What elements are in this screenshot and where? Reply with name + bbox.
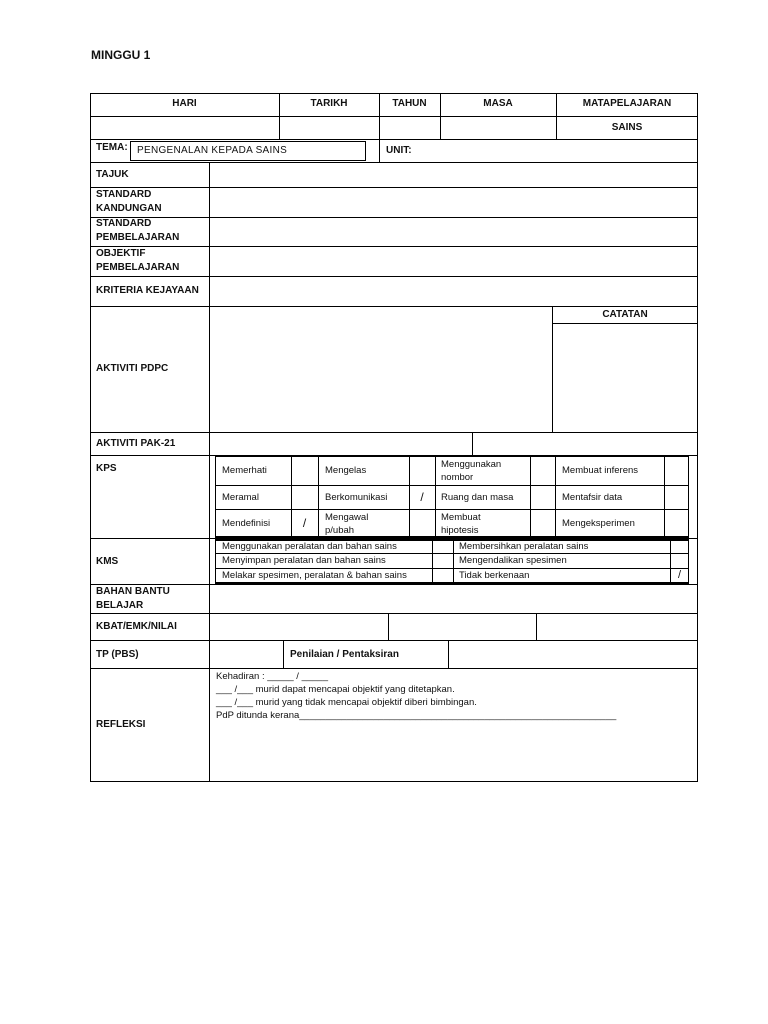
tema-field[interactable] (130, 141, 366, 161)
refleksi-line: Kehadiran : _____ / _____ (216, 671, 328, 682)
refleksi-line: ___ /___ murid yang tidak mencapai objektif diberi bimbingan. (216, 697, 477, 708)
kms-skill-label: Menyimpan peralatan dan bahan sains (222, 555, 386, 566)
tema-value: PENGENALAN KEPADA SAINS (137, 145, 288, 156)
kps-skill-label: Berkomunikasi (325, 491, 388, 503)
kps-checkbox[interactable]: / (302, 516, 307, 530)
kps-skill-label: Membuat hipotesis (441, 511, 481, 536)
kps-checkbox[interactable]: / (420, 490, 424, 504)
kms-skill-label: Melakar spesimen, peralatan & bahan sains (222, 570, 407, 581)
unit-label: UNIT: (386, 145, 412, 156)
kps-skill-label: Memerhati (222, 465, 267, 476)
kps-checkbox[interactable] (291, 456, 318, 485)
header-matapelajaran: MATAPELAJARAN (582, 98, 672, 109)
kms-skill-label: Menggunakan peralatan dan bahan sains (222, 541, 397, 552)
kps-checkbox[interactable] (664, 509, 689, 538)
objektif-label: OBJEKTIF PEMBELAJARAN (96, 248, 180, 273)
refleksi-label: REFLEKSI (96, 719, 146, 730)
kps-checkbox[interactable] (530, 509, 555, 538)
standard-pembelajaran-label: STANDARD PEMBELAJARAN (96, 218, 180, 243)
header-tahun: TAHUN (392, 98, 427, 109)
kps-skill-label: Mendefinisi (222, 518, 271, 529)
kps-skill-label: Mengelas (325, 465, 367, 476)
header-tarikh: TARIKH (310, 98, 348, 109)
header-hari: HARI (172, 98, 197, 109)
penilaian-label: Penilaian / Pentaksiran (290, 649, 399, 660)
aktiviti-pak21-label: AKTIVITI PAK-21 (96, 438, 176, 449)
kps-checkbox[interactable] (530, 485, 555, 509)
catatan-label: CATATAN (602, 309, 648, 320)
kps-skill-label: Ruang dan masa (441, 491, 514, 503)
kps-checkbox[interactable] (664, 485, 689, 509)
tajuk-label: TAJUK (96, 169, 129, 180)
subject-value: SAINS (611, 122, 643, 133)
kps-skill-label: Mengawal p/ubah (325, 511, 369, 536)
kbat-label: KBAT/EMK/NILAI (96, 621, 177, 632)
kps-skill-label: Membuat inferens (562, 465, 639, 476)
kps-checkbox[interactable] (530, 456, 555, 485)
kriteria-label: KRITERIA KEJAYAAN (96, 285, 199, 296)
kms-skill-label: Tidak berkenaan (459, 570, 530, 581)
kps-skill-label: Menggunakan nombor (441, 458, 502, 483)
standard-kandungan-label: STANDARD KANDUNGAN (96, 189, 162, 214)
kps-checkbox[interactable] (409, 509, 435, 538)
kps-skill-label: Meramal (222, 491, 259, 503)
kps-checkbox[interactable] (291, 485, 318, 509)
header-masa: MASA (483, 98, 513, 109)
kms-skill-label: Mengendalikan spesimen (459, 555, 567, 566)
kps-skill-label: Mengeksperimen (562, 518, 635, 529)
refleksi-text (216, 670, 686, 722)
aktiviti-pdpc-label: AKTIVITI PDPC (96, 363, 169, 374)
tema-label: TEMA: (96, 142, 128, 153)
kps-skill-label: Mentafsir data (562, 491, 623, 503)
kms-checkbox[interactable]: / (677, 569, 682, 581)
tp-label: TP (PBS) (96, 649, 139, 660)
kps-checkbox[interactable] (409, 456, 435, 485)
refleksi-line: ___ /___ murid dapat mencapai objektif yang ditetapkan. (216, 684, 455, 695)
refleksi-line: PdP ditunda kerana____________________________________________________________ (216, 710, 617, 721)
bahan-label: BAHAN BANTU BELAJAR (96, 586, 170, 611)
kms-label: KMS (96, 556, 119, 567)
kps-checkbox[interactable] (664, 456, 689, 485)
week-title: MINGGU 1 (91, 48, 151, 62)
kps-label: KPS (96, 463, 117, 474)
kms-skill-label: Membersihkan peralatan sains (459, 541, 589, 552)
